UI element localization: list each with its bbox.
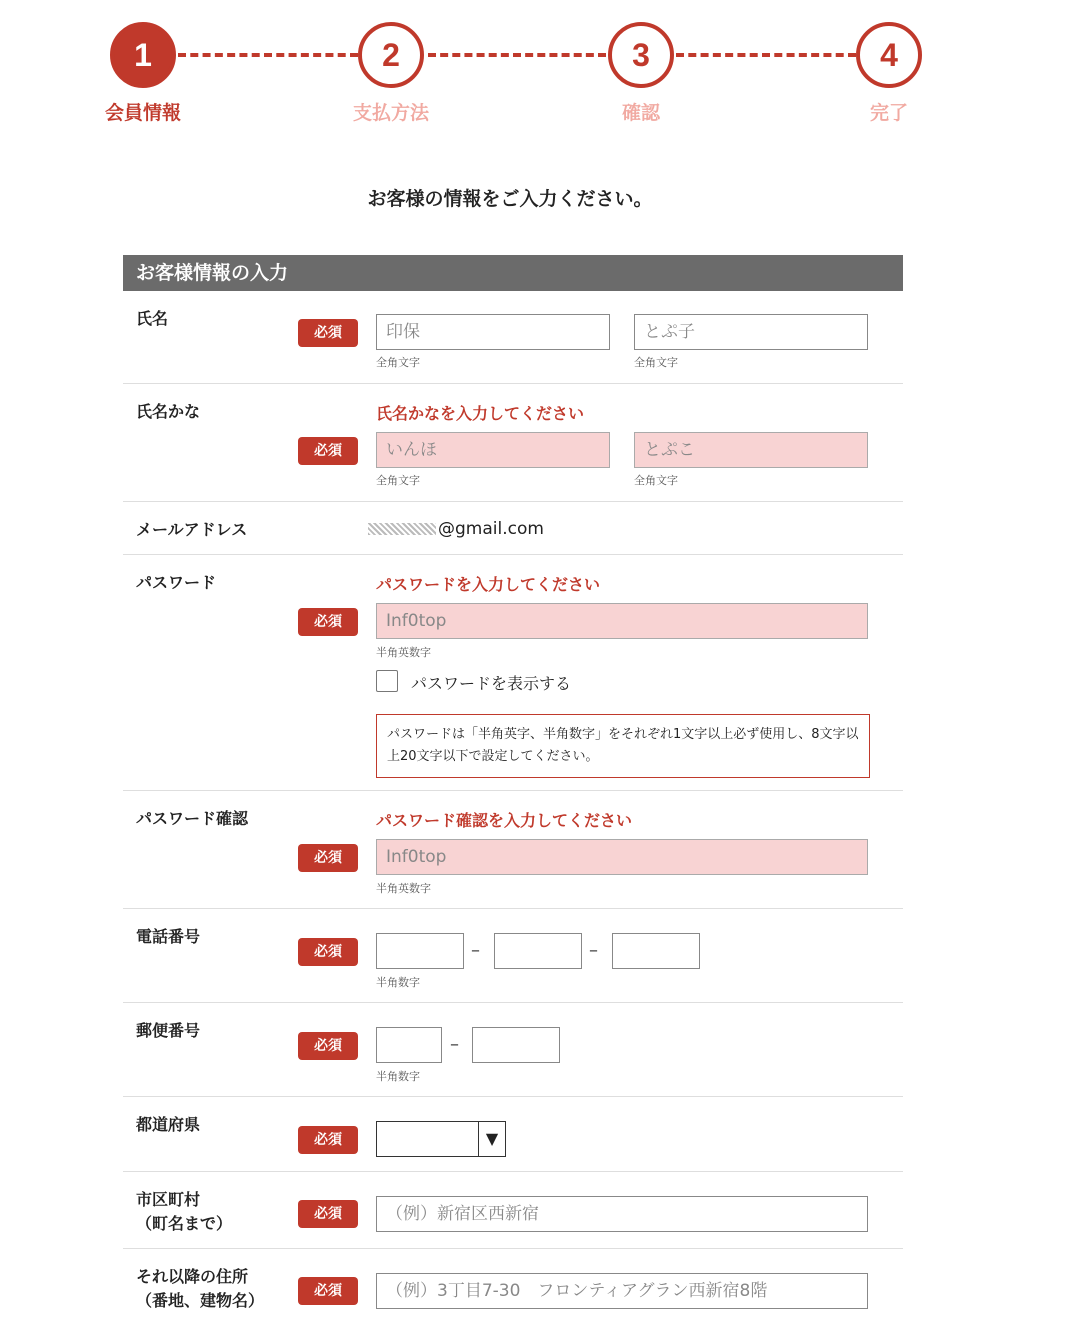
phone-part1-input[interactable]: [376, 933, 464, 969]
required-badge: 必須: [298, 1032, 358, 1060]
required-badge: 必須: [298, 1200, 358, 1228]
form-row-name: [123, 291, 903, 384]
step-label: 完了: [869, 102, 908, 124]
error-message: パスワード確認を入力してください: [376, 811, 633, 830]
field-label-sub: （番地、建物名）: [136, 1291, 265, 1310]
phone-part2-input[interactable]: [494, 933, 582, 969]
first-name-kana-input[interactable]: とぷこ: [634, 432, 868, 468]
address-input[interactable]: （例）3丁目7-30 フロンティアグラン西新宿8階: [376, 1273, 868, 1309]
step-label: 会員情報: [104, 102, 181, 124]
form-row-city: [123, 1172, 903, 1249]
field-hint: 全角文字: [376, 356, 420, 369]
step-number: 2: [358, 22, 424, 88]
form-row-password-confirm: [123, 791, 903, 909]
step-label: 支払方法: [352, 102, 429, 124]
field-label: それ以降の住所: [136, 1267, 249, 1286]
step-number: 1: [110, 22, 176, 88]
field-hint: 全角文字: [376, 474, 420, 487]
password-confirm-input[interactable]: Inf0top: [376, 839, 868, 875]
field-hint: 半角数字: [376, 976, 420, 989]
last-name-kana-input[interactable]: いんほ: [376, 432, 610, 468]
form-row-prefecture: [123, 1097, 903, 1172]
city-input[interactable]: （例）新宿区西新宿: [376, 1196, 868, 1232]
first-name-input[interactable]: とぷ子: [634, 314, 868, 350]
field-label: 氏名かな: [136, 402, 201, 421]
step-label: 確認: [621, 102, 660, 124]
field-label: 市区町村: [136, 1190, 201, 1209]
last-name-input[interactable]: 印保: [376, 314, 610, 350]
required-badge: 必須: [298, 1277, 358, 1305]
show-password-checkbox[interactable]: [376, 670, 398, 692]
field-label: パスワード: [136, 573, 217, 592]
required-badge: 必須: [298, 319, 358, 347]
step-number: 4: [856, 22, 922, 88]
field-hint: 半角英数字: [376, 882, 431, 895]
required-badge: 必須: [298, 437, 358, 465]
form-row-kana: [123, 384, 903, 502]
separator: –: [471, 940, 480, 961]
chevron-down-icon[interactable]: ▼: [478, 1122, 505, 1156]
field-label: 郵便番号: [136, 1021, 201, 1040]
field-hint: 半角英数字: [376, 646, 431, 659]
field-label: パスワード確認: [136, 809, 249, 828]
required-badge: 必須: [298, 844, 358, 872]
section-title: お客様情報の入力: [123, 255, 903, 291]
field-label: 氏名: [136, 309, 169, 328]
step-1: [104, 22, 181, 124]
redacted-text: [368, 523, 436, 535]
field-label: メールアドレス: [136, 520, 248, 539]
step-3: [608, 22, 674, 124]
required-badge: 必須: [298, 608, 358, 636]
email-domain: @gmail.com: [438, 519, 544, 539]
form-row-phone: [123, 909, 903, 1003]
form-row-address: [123, 1249, 903, 1318]
phone-part3-input[interactable]: [612, 933, 700, 969]
password-rule-note: パスワードは「半角英字、半角数字」をそれぞれ1文字以上必ず使用し、8文字以上20文字以下で設定してください。: [376, 714, 870, 778]
field-label-sub: （町名まで）: [136, 1214, 233, 1233]
step-connector: [676, 53, 856, 57]
separator: –: [450, 1034, 459, 1055]
postal-part1-input[interactable]: [376, 1027, 442, 1063]
required-badge: 必須: [298, 938, 358, 966]
step-4: [856, 22, 922, 124]
form-row-password: [123, 555, 903, 791]
field-label: 電話番号: [136, 927, 201, 946]
error-message: パスワードを入力してください: [376, 575, 601, 594]
step-connector: [178, 53, 358, 57]
step-number: 3: [608, 22, 674, 88]
field-label: 都道府県: [136, 1115, 201, 1134]
page-instruction: お客様の情報をご入力ください。: [367, 188, 653, 210]
field-hint: 半角数字: [376, 1070, 420, 1083]
form-row-email: [123, 502, 903, 555]
step-connector: [428, 53, 606, 57]
step-2: [352, 22, 429, 124]
field-hint: 全角文字: [634, 474, 678, 487]
step-indicator: [0, 0, 1080, 140]
separator: –: [589, 940, 598, 961]
error-message: 氏名かなを入力してください: [376, 404, 585, 423]
postal-part2-input[interactable]: [472, 1027, 560, 1063]
form-row-postal: [123, 1003, 903, 1097]
show-password-label[interactable]: パスワードを表示する: [411, 674, 572, 693]
required-badge: 必須: [298, 1126, 358, 1154]
email-value: [368, 519, 544, 539]
field-hint: 全角文字: [634, 356, 678, 369]
prefecture-select[interactable]: [376, 1121, 506, 1157]
password-input[interactable]: Inf0top: [376, 603, 868, 639]
